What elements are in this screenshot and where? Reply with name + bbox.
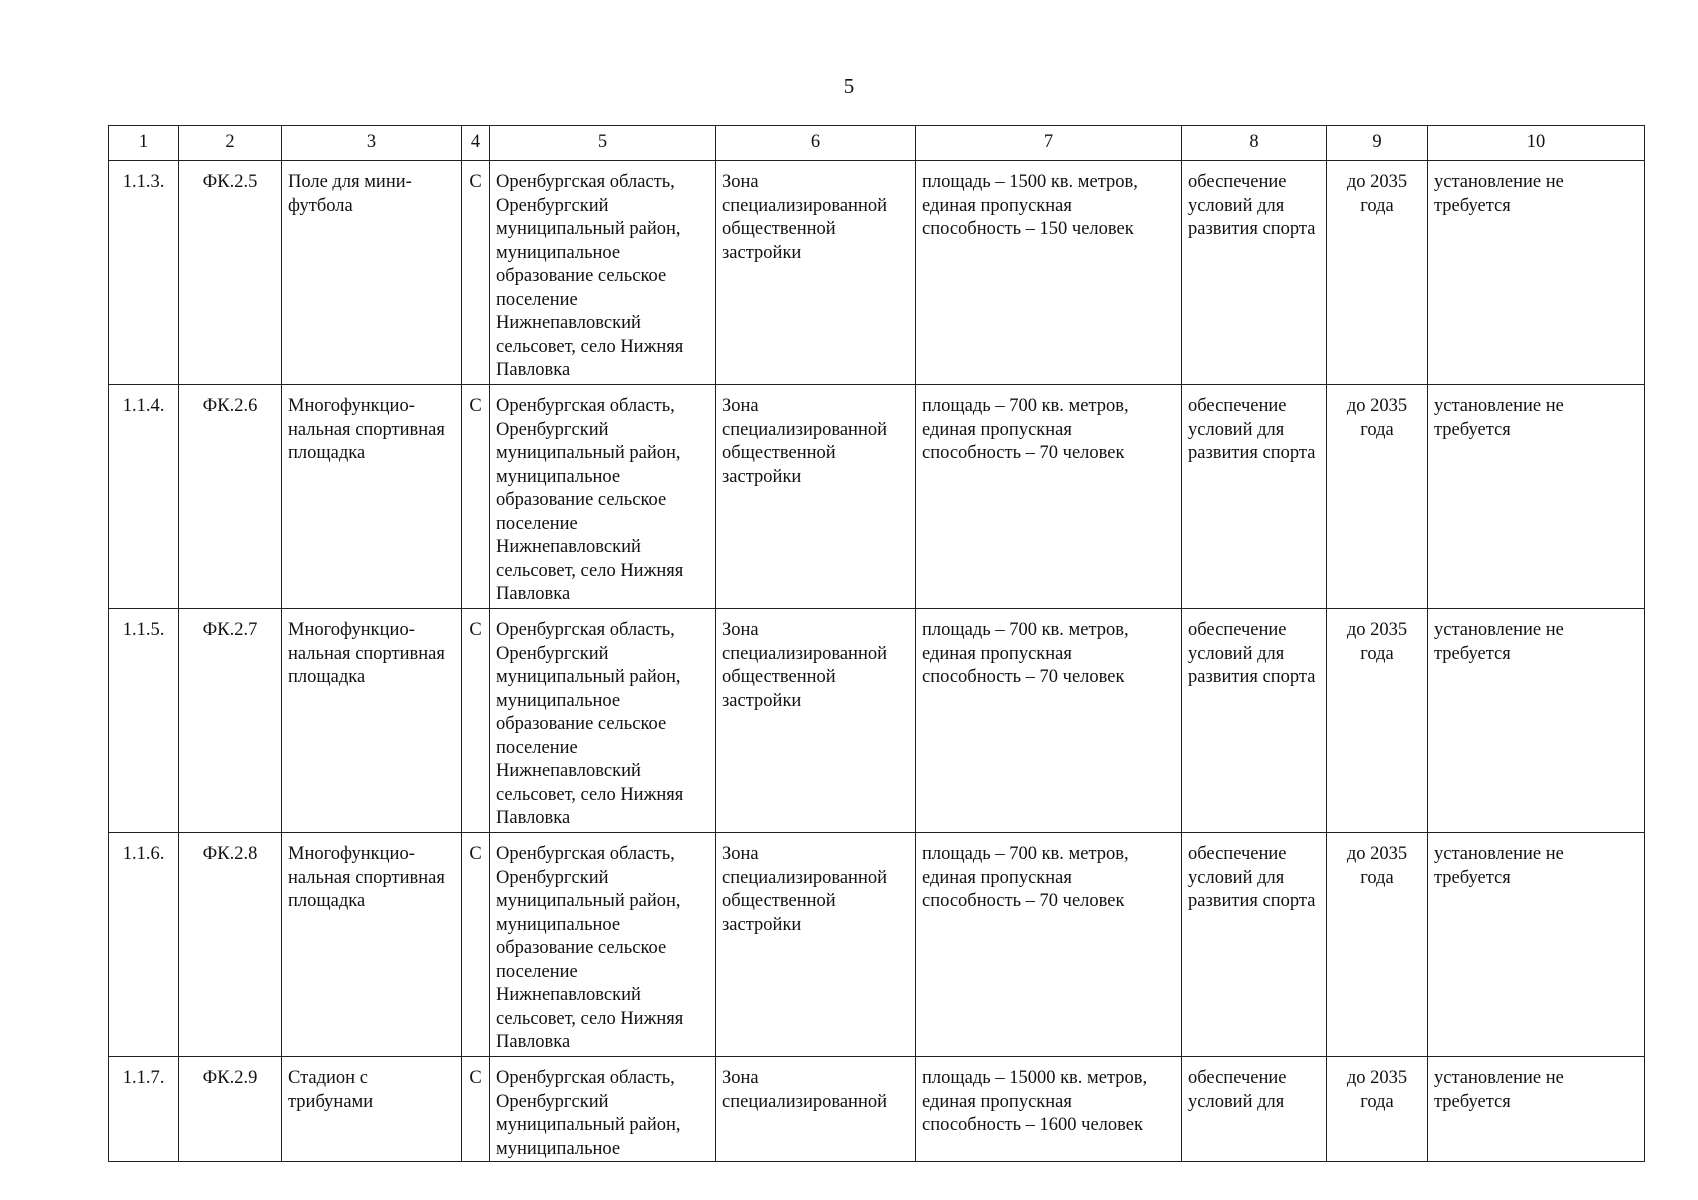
col-header-3: 3	[282, 126, 462, 161]
deadline: до 2035 года	[1327, 833, 1428, 1057]
row-number: 1.1.7.	[109, 1057, 179, 1162]
object-purpose: обеспечение условий для развития спорта	[1182, 161, 1327, 385]
row-number: 1.1.5.	[109, 609, 179, 833]
table-row	[109, 385, 1645, 609]
object-location: Оренбургская область, Оренбургский муниципальный район, муниципальное образование сельское поселение Нижнепавловский сельсовет, село Нижняя Павловка	[490, 833, 716, 1057]
zones-note: установление не требуется	[1428, 161, 1645, 385]
functional-zone: Зона специализированной общественной застройки	[716, 609, 916, 833]
zones-note: установление не требуется	[1428, 385, 1645, 609]
col-header-10: 10	[1428, 126, 1645, 161]
deadline: до 2035 года	[1327, 161, 1428, 385]
row-number: 1.1.3.	[109, 161, 179, 385]
object-location: Оренбургская область, Оренбургский муниципальный район, муниципальное образование сельское поселение Нижнепавловский сельсовет, село Нижняя Павловка	[490, 385, 716, 609]
object-name: Многофункцио-нальная спортивная площадка	[282, 385, 462, 609]
object-characteristics: площадь – 700 кв. метров, единая пропускная способность – 70 человек	[916, 385, 1182, 609]
object-name: Многофункцио-нальная спортивная площадка	[282, 609, 462, 833]
object-characteristics: площадь – 700 кв. метров, единая пропускная способность – 70 человек	[916, 833, 1182, 1057]
zones-note: установление не требуется	[1428, 833, 1645, 1057]
object-status: С	[462, 833, 490, 1057]
table-row	[109, 833, 1645, 1057]
col-header-1: 1	[109, 126, 179, 161]
deadline: до 2035 года	[1327, 385, 1428, 609]
object-name: Многофункцио-нальная спортивная площадка	[282, 833, 462, 1057]
col-header-8: 8	[1182, 126, 1327, 161]
row-number: 1.1.4.	[109, 385, 179, 609]
object-location: Оренбургская область, Оренбургский муниципальный район, муниципальное образование сельское поселение Нижнепавловский сельсовет, село Нижняя Павловка	[490, 609, 716, 833]
col-header-9: 9	[1327, 126, 1428, 161]
object-status: С	[462, 609, 490, 833]
table-row	[109, 161, 1645, 385]
object-status: С	[462, 161, 490, 385]
zones-note: установление не требуется	[1428, 609, 1645, 833]
table-row	[109, 609, 1645, 833]
header-row	[109, 126, 1645, 161]
object-purpose: обеспечение условий для развития спорта	[1182, 609, 1327, 833]
object-name: Стадион с трибунами	[282, 1057, 462, 1162]
col-header-5: 5	[490, 126, 716, 161]
object-purpose: обеспечение условий для развития спорта	[1182, 833, 1327, 1057]
object-location: Оренбургская область, Оренбургский муниципальный район, муниципальное	[490, 1057, 716, 1162]
functional-zone: Зона специализированной общественной застройки	[716, 161, 916, 385]
object-code: ФК.2.7	[179, 609, 282, 833]
col-header-4: 4	[462, 126, 490, 161]
col-header-6: 6	[716, 126, 916, 161]
object-status: С	[462, 1057, 490, 1162]
object-purpose: обеспечение условий для	[1182, 1057, 1327, 1162]
object-characteristics: площадь – 15000 кв. метров, единая пропускная способность – 1600 человек	[916, 1057, 1182, 1162]
functional-zone: Зона специализированной	[716, 1057, 916, 1162]
deadline: до 2035 года	[1327, 1057, 1428, 1162]
object-name: Поле для мини-футбола	[282, 161, 462, 385]
page-number: 5	[843, 74, 855, 98]
object-characteristics: площадь – 1500 кв. метров, единая пропускная способность – 150 человек	[916, 161, 1182, 385]
planned-objects-table	[108, 125, 1645, 1162]
object-characteristics: площадь – 700 кв. метров, единая пропускная способность – 70 человек	[916, 609, 1182, 833]
object-purpose: обеспечение условий для развития спорта	[1182, 385, 1327, 609]
functional-zone: Зона специализированной общественной застройки	[716, 833, 916, 1057]
object-code: ФК.2.6	[179, 385, 282, 609]
row-number: 1.1.6.	[109, 833, 179, 1057]
table-row	[109, 1057, 1645, 1162]
object-code: ФК.2.9	[179, 1057, 282, 1162]
object-code: ФК.2.8	[179, 833, 282, 1057]
object-code: ФК.2.5	[179, 161, 282, 385]
col-header-7: 7	[916, 126, 1182, 161]
object-status: С	[462, 385, 490, 609]
zones-note: установление не требуется	[1428, 1057, 1645, 1162]
object-location: Оренбургская область, Оренбургский муниципальный район, муниципальное образование сельское поселение Нижнепавловский сельсовет, село Нижняя Павловка	[490, 161, 716, 385]
col-header-2: 2	[179, 126, 282, 161]
deadline: до 2035 года	[1327, 609, 1428, 833]
functional-zone: Зона специализированной общественной застройки	[716, 385, 916, 609]
